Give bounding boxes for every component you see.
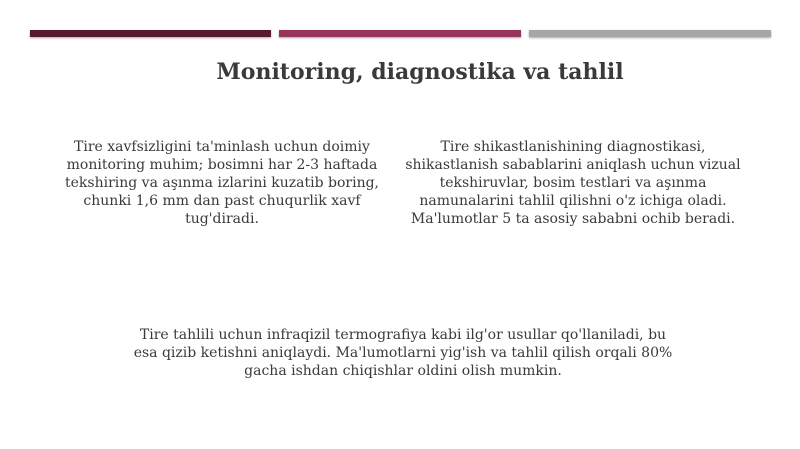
analysis-text: Tire tahlili uchun infraqizil termografiya kabi ilg'or usullar qo'llaniladi, bu esa qizib ketishni aniqlaydi. Ma'lumotlarni yig'ish va tahlil qilish orqali 80% gacha ishdan chiqishlar oldini olish mumkin. bbox=[133, 327, 673, 379]
header-bar-magenta bbox=[279, 30, 521, 37]
diagnostics-text: Tire shikastlanishining diagnostikasi, shikastlanish sabablarini aniqlash uchun vizual tekshiruvlar, bosim testlari va aşınma namunalarini tahlil qilishni o'z ichiga oladi. Ma'lumotlar 5 ta asosiy sababni ochib beradi. bbox=[405, 139, 741, 227]
header-bar-gray bbox=[529, 30, 771, 37]
slide-title: Monitoring, diagnostika va tahlil bbox=[216, 59, 624, 85]
header-bar-dark-red bbox=[30, 30, 271, 37]
decorative-header-bars bbox=[30, 30, 771, 37]
monitoring-text: Tire xavfsizligini ta'minlash uchun doimiy monitoring muhim; bosimni har 2-3 haftada tekshiring va aşınma izlarini kuzatib boring, chunki 1,6 mm dan past chuqurlik xavf tug'diradi. bbox=[65, 139, 379, 227]
